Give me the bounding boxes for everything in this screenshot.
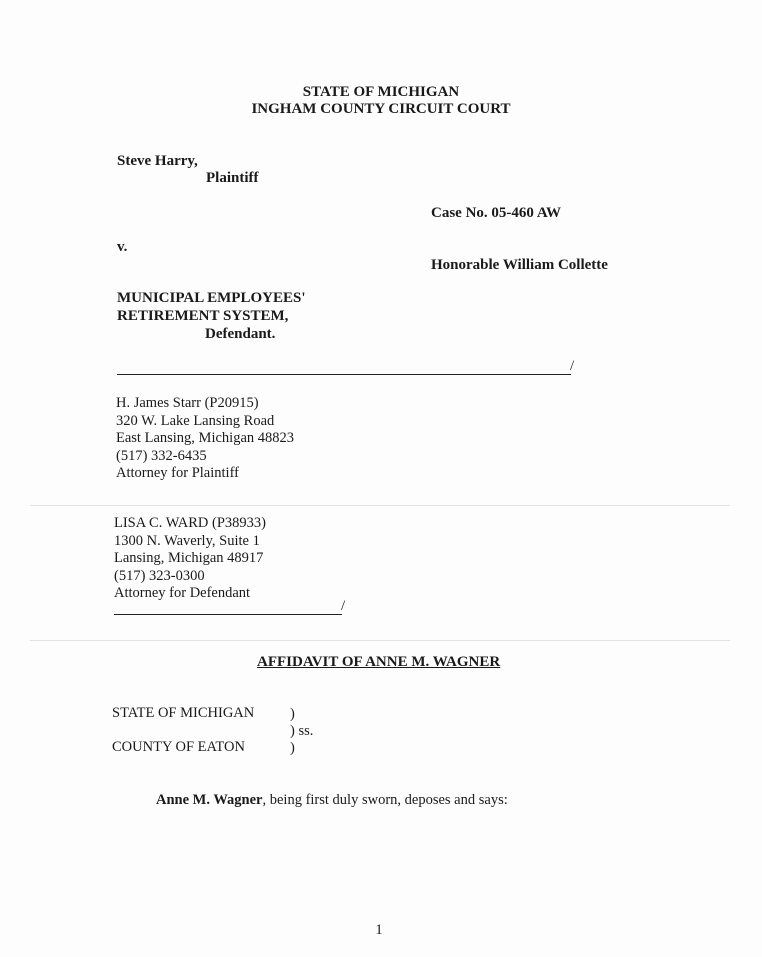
venue-paren-3: ) bbox=[290, 740, 295, 756]
plaintiff-role: Plaintiff bbox=[206, 170, 259, 186]
court-name: INGHAM COUNTY CIRCUIT COURT bbox=[251, 101, 511, 117]
defendant-line-1: MUNICIPAL EMPLOYEES' bbox=[117, 290, 306, 306]
affidavit-title: AFFIDAVIT OF ANNE M. WAGNER bbox=[257, 654, 501, 670]
attorney-line: LISA C. WARD (P38933) bbox=[114, 515, 266, 531]
court-state: STATE OF MICHIGAN bbox=[302, 84, 460, 100]
attorney-rule bbox=[114, 614, 342, 615]
attorney-line: Lansing, Michigan 48917 bbox=[114, 550, 264, 566]
attorney-rule-slash: / bbox=[341, 598, 346, 614]
venue-state: STATE OF MICHIGAN bbox=[112, 705, 255, 721]
attorney-line: H. James Starr (P20915) bbox=[116, 395, 259, 411]
venue-paren-ss: ) ss. bbox=[290, 723, 314, 739]
plaintiff-attorney-block bbox=[116, 395, 294, 483]
attorney-line: (517) 323-0300 bbox=[114, 567, 205, 584]
page-number: 1 bbox=[375, 922, 383, 938]
caption-rule bbox=[117, 374, 571, 375]
defendant-role: Defendant. bbox=[205, 326, 276, 342]
oath-text: , being first duly sworn, deposes and says: bbox=[262, 792, 508, 808]
defendant-attorney-block bbox=[114, 515, 266, 603]
affiant-name: Anne M. Wagner bbox=[156, 792, 263, 808]
venue-county: COUNTY OF EATON bbox=[112, 739, 245, 755]
attorney-line: Attorney for Defendant bbox=[114, 585, 251, 601]
defendant-line-2: RETIREMENT SYSTEM, bbox=[117, 308, 289, 324]
attorney-line: 320 W. Lake Lansing Road bbox=[116, 412, 275, 429]
judge-name: Honorable William Collette bbox=[431, 257, 608, 273]
scan-artifact-line bbox=[30, 640, 730, 641]
venue-paren-1: ) bbox=[290, 706, 295, 722]
attorney-line: 1300 N. Waverly, Suite 1 bbox=[114, 532, 260, 549]
attorney-line: East Lansing, Michigan 48823 bbox=[116, 430, 295, 446]
attorney-line: Attorney for Plaintiff bbox=[116, 465, 239, 481]
versus: v. bbox=[117, 239, 128, 255]
attorney-line: (517) 332-6435 bbox=[116, 447, 207, 464]
scan-artifact-line bbox=[30, 505, 730, 506]
plaintiff-name: Steve Harry, bbox=[117, 153, 198, 169]
case-number: Case No. 05-460 AW bbox=[431, 205, 561, 221]
oath-paragraph bbox=[156, 792, 508, 809]
caption-slash: / bbox=[570, 358, 575, 374]
